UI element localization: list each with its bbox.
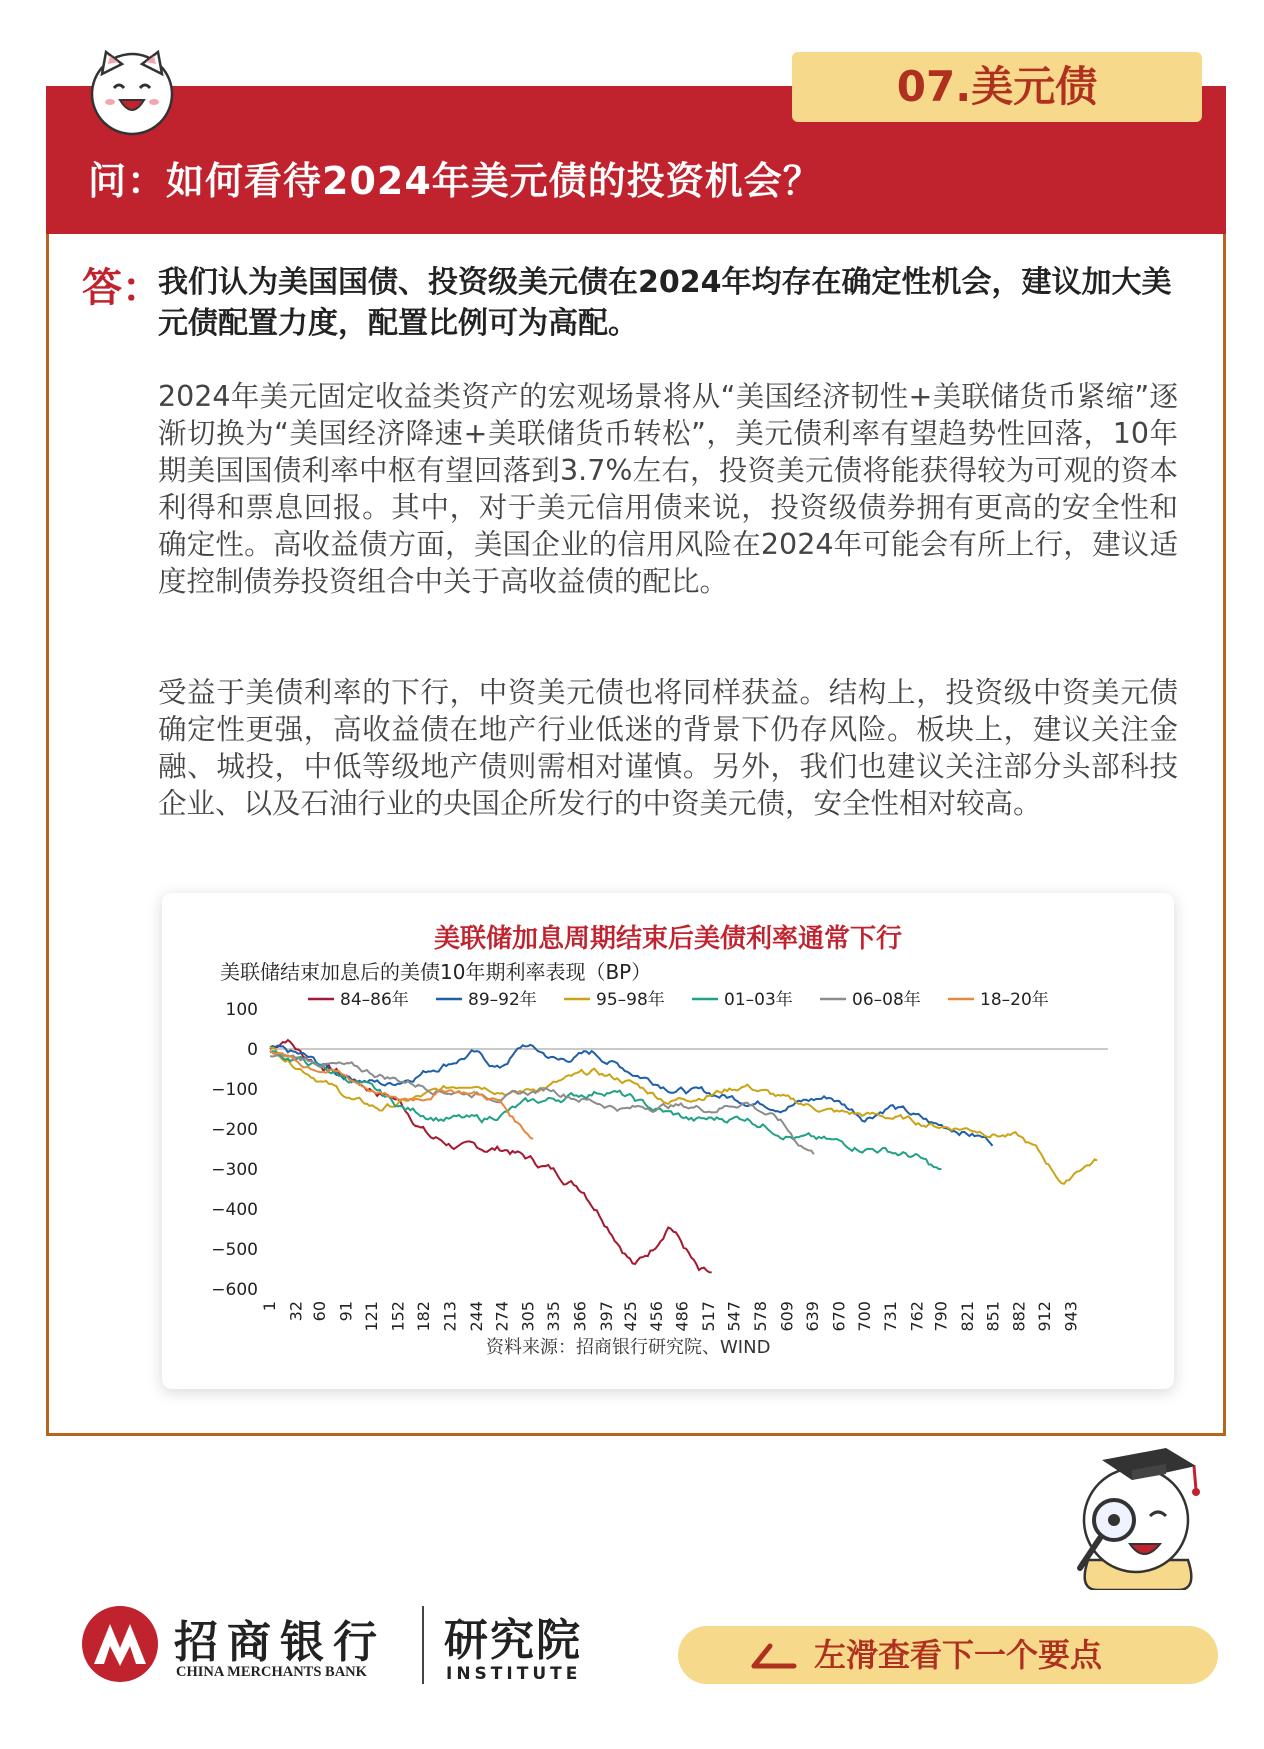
x-tick-label: 821 bbox=[957, 1301, 977, 1332]
x-tick-label: 32 bbox=[286, 1301, 306, 1322]
x-tick-label: 397 bbox=[596, 1301, 616, 1332]
chart-card bbox=[162, 893, 1174, 1389]
chart-title: 美联储加息周期结束后美债利率通常下行 bbox=[433, 924, 903, 954]
legend-label: 01–03年 bbox=[724, 990, 793, 1010]
y-tick-label: −400 bbox=[211, 1200, 258, 1220]
legend-label: 18–20年 bbox=[980, 990, 1049, 1010]
x-tick-label: 335 bbox=[544, 1301, 564, 1332]
x-tick-label: 305 bbox=[518, 1301, 538, 1332]
x-tick-label: 731 bbox=[881, 1301, 901, 1332]
y-tick-label: −600 bbox=[211, 1280, 258, 1300]
series-line bbox=[270, 1048, 1097, 1184]
x-tick-label: 670 bbox=[829, 1301, 849, 1332]
institute-name-en: INSTITUTE bbox=[446, 1664, 582, 1684]
line-chart bbox=[162, 893, 1174, 1389]
footer-divider bbox=[422, 1606, 424, 1684]
legend-label: 06–08年 bbox=[852, 990, 921, 1010]
x-tick-label: 790 bbox=[931, 1301, 951, 1332]
y-tick-label: −200 bbox=[211, 1120, 258, 1140]
swipe-next-label: 左滑查看下一个要点 bbox=[814, 1636, 1103, 1674]
x-tick-label: 1 bbox=[260, 1301, 279, 1312]
x-tick-label: 762 bbox=[907, 1301, 927, 1332]
answer-label: 答： bbox=[82, 265, 162, 311]
bank-logo-icon bbox=[80, 1604, 160, 1684]
swipe-arrow-icon bbox=[748, 1640, 798, 1670]
answer-paragraph-1: 2024年美元固定收益类资产的宏观场景将从“美国经济韧性+美联储货币紧缩”逐渐切换为“美国经济降速+美联储货币转松”，美元债利率有望趋势性回落，10年期美国国债利率中枢有望回落到3.7%左右，投资美元债将能获得较为可观的资本利得和票息回报。其中，对于美元信用债来说，投资级债券拥有更高的安全性和确定性。高收益债方面，美国企业的信用风险在2024年可能会有所上行，建议适度控制债券投资组合中关于高收益债的配比。 bbox=[158, 380, 1178, 598]
x-tick-label: 609 bbox=[777, 1301, 797, 1332]
x-tick-label: 91 bbox=[336, 1301, 356, 1322]
y-tick-label: 100 bbox=[225, 1000, 258, 1020]
x-tick-label: 274 bbox=[492, 1301, 512, 1332]
y-tick-label: −300 bbox=[211, 1160, 258, 1180]
x-tick-label: 517 bbox=[699, 1301, 719, 1332]
x-tick-label: 456 bbox=[647, 1301, 667, 1332]
bank-name-en: CHINA MERCHANTS BANK bbox=[176, 1664, 367, 1680]
answer-paragraph-2: 受益于美债利率的下行，中资美元债也将同样获益。结构上，投资级中资美元债确定性更强，高收益债在地产行业低迷的背景下仍存风险。板块上，建议关注金融、城投，中低等级地产债则需相对谨慎。另外，我们也建议关注部分头部科技企业、以及石油行业的央国企所发行的中资美元债，安全性相对较高。 bbox=[158, 676, 1178, 820]
x-tick-label: 639 bbox=[802, 1301, 822, 1332]
x-tick-label: 578 bbox=[751, 1301, 771, 1332]
x-tick-label: 182 bbox=[414, 1301, 434, 1332]
x-tick-label: 60 bbox=[310, 1301, 330, 1322]
series-line bbox=[270, 1053, 814, 1154]
x-tick-label: 121 bbox=[362, 1301, 382, 1332]
section-tag: 07.美元债 bbox=[792, 52, 1202, 122]
x-tick-label: 213 bbox=[440, 1301, 460, 1332]
bank-name-cn: 招商银行 bbox=[174, 1617, 386, 1668]
x-tick-label: 943 bbox=[1061, 1301, 1081, 1332]
chart-subtitle: 美联储结束加息后的美债10年期利率表现（BP） bbox=[220, 960, 652, 984]
x-tick-label: 366 bbox=[570, 1301, 590, 1332]
x-tick-label: 912 bbox=[1035, 1301, 1055, 1332]
chart-source: 资料来源：招商银行研究院、WIND bbox=[486, 1337, 771, 1358]
legend-label: 84–86年 bbox=[340, 990, 409, 1010]
x-tick-label: 547 bbox=[724, 1301, 744, 1332]
mascot-cat-icon bbox=[86, 46, 178, 138]
x-tick-label: 851 bbox=[983, 1301, 1003, 1332]
y-tick-label: −500 bbox=[211, 1240, 258, 1260]
swipe-next-button[interactable] bbox=[678, 1626, 1218, 1684]
x-tick-label: 152 bbox=[388, 1301, 408, 1332]
legend-label: 89–92年 bbox=[468, 990, 537, 1010]
legend-label: 95–98年 bbox=[596, 990, 665, 1010]
x-tick-label: 882 bbox=[1009, 1301, 1029, 1332]
question-title: 问：如何看待2024年美元债的投资机会？ bbox=[88, 159, 822, 203]
x-tick-label: 244 bbox=[466, 1301, 486, 1332]
x-tick-label: 700 bbox=[854, 1301, 874, 1332]
x-tick-label: 486 bbox=[672, 1301, 692, 1332]
answer-lead: 我们认为美国国债、投资级美元债在2024年均存在确定性机会，建议加大美元债配置力度，配置比例可为高配。 bbox=[158, 265, 1172, 341]
x-tick-label: 425 bbox=[620, 1301, 640, 1332]
institute-name-cn: 研究院 bbox=[444, 1615, 582, 1666]
y-tick-label: 0 bbox=[247, 1040, 258, 1060]
mascot-scholar-icon bbox=[1068, 1440, 1208, 1590]
y-tick-label: −100 bbox=[211, 1080, 258, 1100]
